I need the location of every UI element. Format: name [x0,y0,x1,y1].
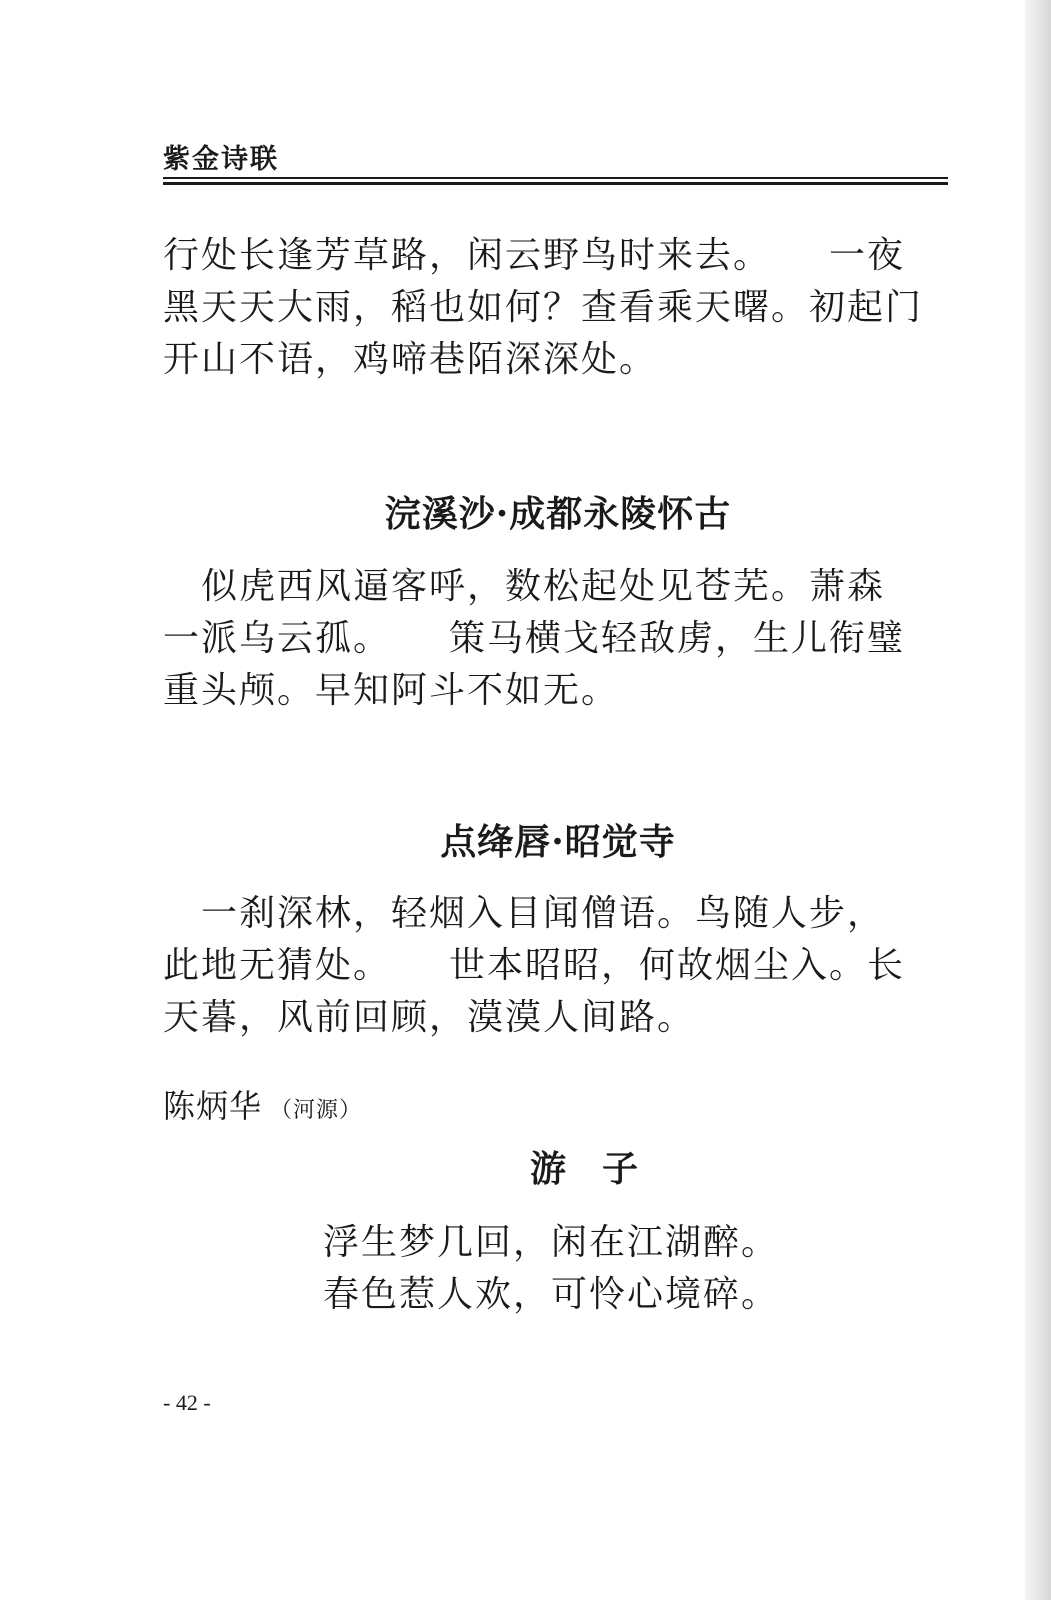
author-line [163,1082,362,1135]
poem-line: 此地无猜处。 世本昭昭，何故烟尘入。长 [163,945,906,986]
poem-line: 春色惹人欢，可怜心境碎。 [323,1274,780,1315]
poem-line: 一刹深林，轻烟入目闻僧语。鸟随人步， [163,893,886,934]
poem-line: 黑天天大雨，稻也如何？查看乘天曙。初起门 [163,287,924,328]
author-name: 陈炳华 [163,1087,263,1125]
continued-poem-body [163,230,953,386]
author-origin: （河源） [270,1098,363,1123]
poem-body-youzi [323,1217,779,1321]
poem-line: 似虎西风逼客呼，数松起处见苍芜。萧森 [163,566,886,607]
book-title: 紫金诗联 [163,144,279,175]
page-number: - 42 - [163,1390,211,1415]
poem-title-dianjiangchun: 点绛唇·昭觉寺 [440,821,676,863]
poem-line: 天暮，风前回顾，漠漠人间路。 [163,997,696,1038]
running-header [163,137,948,187]
poem-line: 浮生梦几回，闲在江湖醉。 [323,1222,780,1263]
poem-line: 一派乌云孤。 策马横戈轻敌虏，生儿衔璧 [163,618,906,659]
poem-title-huanxisha: 浣溪沙·成都永陵怀古 [384,493,732,535]
poem-line: 行处长逢芳草路，闲云野鸟时来去。 一夜 [163,235,906,276]
poem-body-huanxisha [163,561,953,717]
poem-line: 开山不语，鸡啼巷陌深深处。 [163,339,658,380]
header-rule-thick [163,182,948,185]
poem-title-youzi: 游子 [529,1148,674,1190]
header-rule-thin [163,177,948,179]
page-edge-shadow [1025,0,1051,1600]
poem-body-dianjiangchun [163,888,953,1044]
poem-line: 重头颅。早知阿斗不如无。 [163,670,620,711]
